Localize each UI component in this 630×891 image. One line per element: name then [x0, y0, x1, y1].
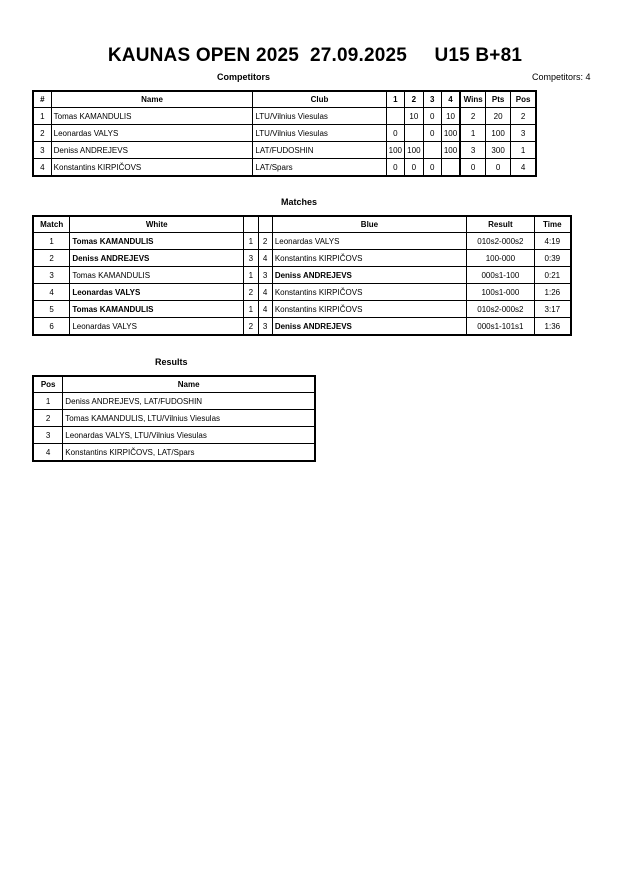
score-vs-4: 10 — [441, 108, 460, 125]
result-name: Deniss ANDREJEVS, LAT/FUDOSHIN — [63, 393, 315, 410]
col-name: Name — [51, 91, 253, 108]
competitor-name: Leonardas VALYS — [51, 125, 253, 142]
match-result: 000s1-101s1 — [467, 318, 535, 336]
results-header-row — [33, 376, 315, 393]
competitor-num: 1 — [33, 108, 51, 125]
competitor-row — [33, 108, 536, 125]
competitor-pts: 0 — [486, 159, 511, 177]
col-num: # — [33, 91, 51, 108]
white-name: Deniss ANDREJEVS — [70, 250, 244, 267]
competitor-name: Tomas KAMANDULIS — [51, 108, 253, 125]
blue-number: 4 — [258, 301, 272, 318]
col-r4: 4 — [441, 91, 460, 108]
score-vs-4 — [441, 159, 460, 177]
competitors-table — [32, 90, 537, 177]
blue-name: Konstantins KIRPIČOVS — [272, 301, 466, 318]
col-pos: Pos — [33, 376, 63, 393]
match-number: 6 — [33, 318, 70, 336]
match-time: 0:21 — [534, 267, 571, 284]
competitor-pts: 20 — [486, 108, 511, 125]
white-number: 3 — [244, 250, 258, 267]
col-result: Result — [467, 216, 535, 233]
blue-name: Konstantins KIRPIČOVS — [272, 284, 466, 301]
col-blue: Blue — [272, 216, 466, 233]
match-time: 1:26 — [534, 284, 571, 301]
match-result: 100s1-000 — [467, 284, 535, 301]
blue-number: 4 — [258, 250, 272, 267]
competitor-name: Konstantins KIRPIČOVS — [51, 159, 253, 177]
matches-table — [32, 215, 572, 336]
white-name: Leonardas VALYS — [70, 318, 244, 336]
competitor-pts: 300 — [486, 142, 511, 159]
match-row — [33, 284, 571, 301]
col-time: Time — [534, 216, 571, 233]
score-vs-3: 0 — [423, 108, 441, 125]
matches-heading: Matches — [281, 197, 318, 207]
competitors-heading: Competitors — [217, 72, 271, 82]
competitor-wins: 0 — [460, 159, 485, 177]
white-name: Tomas KAMANDULIS — [70, 267, 244, 284]
score-vs-1 — [386, 108, 405, 125]
blue-name: Deniss ANDREJEVS — [272, 318, 466, 336]
blue-number: 3 — [258, 267, 272, 284]
match-row — [33, 267, 571, 284]
white-number: 2 — [244, 284, 258, 301]
col-wins: Wins — [460, 91, 485, 108]
blue-name: Leonardas VALYS — [272, 233, 466, 250]
result-pos: 4 — [33, 444, 63, 462]
competitor-wins: 2 — [460, 108, 485, 125]
competitor-num: 2 — [33, 125, 51, 142]
score-vs-3: 0 — [423, 159, 441, 177]
match-time: 1:36 — [534, 318, 571, 336]
col-match: Match — [33, 216, 70, 233]
score-vs-2 — [405, 125, 424, 142]
col-r2: 2 — [405, 91, 424, 108]
competitor-pts: 100 — [486, 125, 511, 142]
competitor-pos: 4 — [511, 159, 536, 177]
result-name: Tomas KAMANDULIS, LTU/Vilnius Viesulas — [63, 410, 315, 427]
competitor-club: LAT/FUDOSHIN — [253, 142, 386, 159]
result-pos: 3 — [33, 427, 63, 444]
match-number: 3 — [33, 267, 70, 284]
white-name: Leonardas VALYS — [70, 284, 244, 301]
result-pos: 2 — [33, 410, 63, 427]
col-white: White — [70, 216, 244, 233]
result-row — [33, 410, 315, 427]
competitor-club: LTU/Vilnius Viesulas — [253, 125, 386, 142]
result-row — [33, 444, 315, 462]
match-number: 2 — [33, 250, 70, 267]
result-name: Konstantins KIRPIČOVS, LAT/Spars — [63, 444, 315, 462]
match-time: 3:17 — [534, 301, 571, 318]
col-r1: 1 — [386, 91, 405, 108]
white-number: 1 — [244, 233, 258, 250]
score-vs-3: 0 — [423, 125, 441, 142]
match-row — [33, 250, 571, 267]
competitor-pos: 3 — [511, 125, 536, 142]
competitor-row — [33, 142, 536, 159]
match-time: 4:19 — [534, 233, 571, 250]
match-time: 0:39 — [534, 250, 571, 267]
results-table — [32, 375, 316, 462]
blue-number: 4 — [258, 284, 272, 301]
competitor-row — [33, 125, 536, 142]
score-vs-2: 10 — [405, 108, 424, 125]
col-pts: Pts — [486, 91, 511, 108]
match-result: 010s2-000s2 — [467, 301, 535, 318]
competitor-num: 4 — [33, 159, 51, 177]
result-name: Leonardas VALYS, LTU/Vilnius Viesulas — [63, 427, 315, 444]
score-vs-3 — [423, 142, 441, 159]
score-vs-4: 100 — [441, 125, 460, 142]
col-pos: Pos — [511, 91, 536, 108]
match-number: 5 — [33, 301, 70, 318]
col-name: Name — [63, 376, 315, 393]
competitor-row — [33, 159, 536, 177]
blue-name: Deniss ANDREJEVS — [272, 267, 466, 284]
matches-header-row — [33, 216, 571, 233]
score-vs-1: 0 — [386, 159, 405, 177]
results-heading: Results — [155, 357, 188, 367]
white-name: Tomas KAMANDULIS — [70, 301, 244, 318]
competitors-header-row — [33, 91, 536, 108]
white-number: 2 — [244, 318, 258, 336]
blue-name: Konstantins KIRPIČOVS — [272, 250, 466, 267]
blue-number: 3 — [258, 318, 272, 336]
score-vs-4: 100 — [441, 142, 460, 159]
page-title: KAUNAS OPEN 2025 27.09.2025 U15 B+81 — [107, 45, 523, 66]
match-result: 010s2-000s2 — [467, 233, 535, 250]
match-number: 1 — [33, 233, 70, 250]
competitors-count: Competitors: 4 — [532, 72, 591, 82]
score-vs-1: 100 — [386, 142, 405, 159]
match-number: 4 — [33, 284, 70, 301]
competitor-wins: 3 — [460, 142, 485, 159]
competitor-club: LAT/Spars — [253, 159, 386, 177]
match-result: 000s1-100 — [467, 267, 535, 284]
competitor-pos: 2 — [511, 108, 536, 125]
competitor-club: LTU/Vilnius Viesulas — [253, 108, 386, 125]
match-row — [33, 318, 571, 336]
match-result: 100-000 — [467, 250, 535, 267]
white-number: 1 — [244, 267, 258, 284]
competitor-pos: 1 — [511, 142, 536, 159]
white-number: 1 — [244, 301, 258, 318]
col-r3: 3 — [423, 91, 441, 108]
score-vs-2: 100 — [405, 142, 424, 159]
competitor-num: 3 — [33, 142, 51, 159]
result-row — [33, 427, 315, 444]
white-name: Tomas KAMANDULIS — [70, 233, 244, 250]
score-vs-2: 0 — [405, 159, 424, 177]
result-pos: 1 — [33, 393, 63, 410]
result-row — [33, 393, 315, 410]
competitor-wins: 1 — [460, 125, 485, 142]
blue-number: 2 — [258, 233, 272, 250]
competitor-name: Deniss ANDREJEVS — [51, 142, 253, 159]
match-row — [33, 233, 571, 250]
score-vs-1: 0 — [386, 125, 405, 142]
match-row — [33, 301, 571, 318]
col-club: Club — [253, 91, 386, 108]
